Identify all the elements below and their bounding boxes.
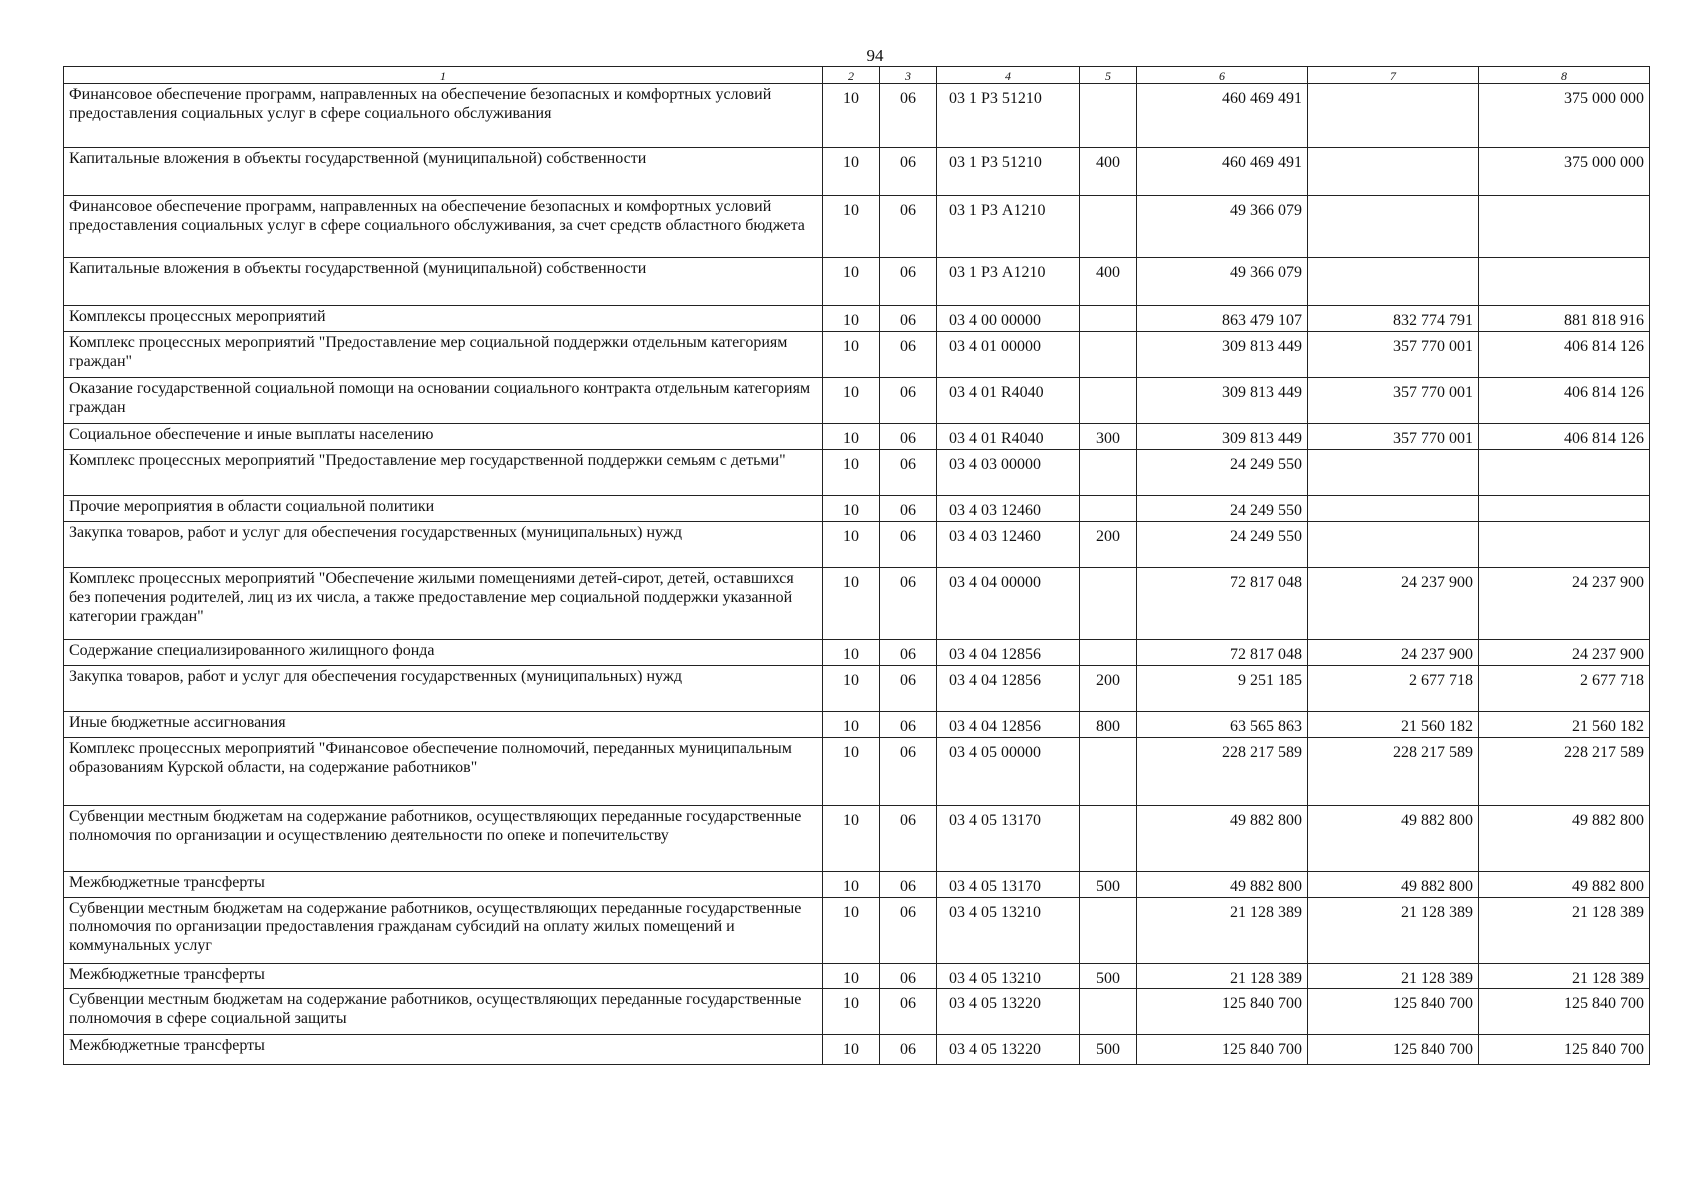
row-name-cell: Межбюджетные трансферты [64,963,823,989]
subsection-code-cell: 06 [880,963,937,989]
section-code-cell: 10 [823,989,880,1035]
section-code-cell: 10 [823,737,880,805]
row-name-cell: Оказание государственной социальной помощи на основании социального контракта отдельным категориям граждан [64,378,823,424]
target-article-cell: 03 4 01 00000 [937,332,1080,378]
row-name-cell: Межбюджетные трансферты [64,1035,823,1065]
amount-col6-cell: 49 882 800 [1137,871,1308,897]
amount-col8-cell: 21 128 389 [1479,897,1650,963]
row-name-cell: Субвенции местным бюджетам на содержание работников, осуществляющих переданные государственные полномочия по организации предоставления гражданам субсидий на оплату жилых помещений и коммунальных услуг [64,897,823,963]
amount-col6-cell: 72 817 048 [1137,567,1308,639]
amount-col7-cell: 228 217 589 [1308,737,1479,805]
section-code-cell: 10 [823,332,880,378]
target-article-cell: 03 4 03 12460 [937,496,1080,522]
table-row [64,805,1650,871]
amount-col6-cell: 460 469 491 [1137,148,1308,196]
table-row [64,989,1650,1035]
row-name-cell: Межбюджетные трансферты [64,871,823,897]
expense-type-cell: 400 [1080,258,1137,306]
amount-col6-cell: 460 469 491 [1137,84,1308,148]
amount-col7-cell: 24 237 900 [1308,639,1479,665]
section-code-cell: 10 [823,148,880,196]
amount-col6-cell: 309 813 449 [1137,332,1308,378]
target-article-cell: 03 4 04 12856 [937,639,1080,665]
subsection-code-cell: 06 [880,84,937,148]
amount-col6-cell: 24 249 550 [1137,496,1308,522]
expense-type-cell [1080,378,1137,424]
expense-type-cell [1080,496,1137,522]
expense-type-cell: 400 [1080,148,1137,196]
amount-col6-cell: 63 565 863 [1137,711,1308,737]
amount-col6-cell: 863 479 107 [1137,306,1308,332]
section-code-cell: 10 [823,306,880,332]
subsection-code-cell: 06 [880,711,937,737]
subsection-code-cell: 06 [880,805,937,871]
expense-type-cell [1080,897,1137,963]
amount-col7-cell [1308,521,1479,567]
amount-col8-cell: 375 000 000 [1479,148,1650,196]
header-cell: 3 [880,67,937,84]
target-article-cell: 03 4 04 12856 [937,711,1080,737]
row-name-cell: Комплексы процессных мероприятий [64,306,823,332]
amount-col8-cell: 125 840 700 [1479,989,1650,1035]
amount-col8-cell: 125 840 700 [1479,1035,1650,1065]
amount-col8-cell [1479,196,1650,258]
expense-type-cell: 800 [1080,711,1137,737]
target-article-cell: 03 4 05 13170 [937,805,1080,871]
table-row [64,332,1650,378]
expense-type-cell [1080,306,1137,332]
target-article-cell: 03 4 05 13220 [937,1035,1080,1065]
section-code-cell: 10 [823,521,880,567]
subsection-code-cell: 06 [880,737,937,805]
section-code-cell: 10 [823,258,880,306]
table-row [64,711,1650,737]
section-code-cell: 10 [823,897,880,963]
amount-col7-cell: 21 560 182 [1308,711,1479,737]
amount-col7-cell: 49 882 800 [1308,805,1479,871]
expense-type-cell: 500 [1080,1035,1137,1065]
expense-type-cell [1080,450,1137,496]
row-name-cell: Субвенции местным бюджетам на содержание работников, осуществляющих переданные государственные полномочия в сфере социальной защиты [64,989,823,1035]
amount-col6-cell: 125 840 700 [1137,1035,1308,1065]
subsection-code-cell: 06 [880,332,937,378]
subsection-code-cell: 06 [880,567,937,639]
target-article-cell: 03 4 05 00000 [937,737,1080,805]
amount-col6-cell: 24 249 550 [1137,521,1308,567]
section-code-cell: 10 [823,496,880,522]
target-article-cell: 03 4 05 13170 [937,871,1080,897]
amount-col7-cell: 125 840 700 [1308,1035,1479,1065]
amount-col7-cell: 125 840 700 [1308,989,1479,1035]
subsection-code-cell: 06 [880,871,937,897]
amount-col6-cell: 125 840 700 [1137,989,1308,1035]
amount-col8-cell [1479,258,1650,306]
amount-col7-cell: 21 128 389 [1308,897,1479,963]
amount-col8-cell: 24 237 900 [1479,567,1650,639]
table-row [64,737,1650,805]
amount-col6-cell: 49 882 800 [1137,805,1308,871]
table-row [64,496,1650,522]
target-article-cell: 03 4 01 R4040 [937,378,1080,424]
amount-col6-cell: 309 813 449 [1137,378,1308,424]
amount-col7-cell: 357 770 001 [1308,424,1479,450]
subsection-code-cell: 06 [880,897,937,963]
amount-col7-cell [1308,148,1479,196]
subsection-code-cell: 06 [880,665,937,711]
row-name-cell: Финансовое обеспечение программ, направленных на обеспечение безопасных и комфортных условий предоставления социальных услуг в сфере социального обслуживания, за счет средств областного бюджета [64,196,823,258]
row-name-cell: Закупка товаров, работ и услуг для обеспечения государственных (муниципальных) нужд [64,665,823,711]
target-article-cell: 03 1 Р3 51210 [937,84,1080,148]
amount-col7-cell: 832 774 791 [1308,306,1479,332]
amount-col8-cell: 406 814 126 [1479,378,1650,424]
amount-col8-cell: 21 128 389 [1479,963,1650,989]
row-name-cell: Комплекс процессных мероприятий "Обеспечение жилыми помещениями детей-сирот, детей, оставшихся без попечения родителей, лиц из их числа, а также предоставление мер социальной поддержки указанной категории граждан" [64,567,823,639]
amount-col7-cell: 21 128 389 [1308,963,1479,989]
amount-col6-cell: 21 128 389 [1137,963,1308,989]
expense-type-cell: 200 [1080,665,1137,711]
amount-col8-cell [1479,450,1650,496]
amount-col8-cell [1479,496,1650,522]
section-code-cell: 10 [823,711,880,737]
subsection-code-cell: 06 [880,1035,937,1065]
section-code-cell: 10 [823,567,880,639]
budget-table [63,66,1650,1065]
row-name-cell: Содержание специализированного жилищного фонда [64,639,823,665]
amount-col8-cell [1479,521,1650,567]
section-code-cell: 10 [823,805,880,871]
table-row [64,148,1650,196]
table-row [64,424,1650,450]
expense-type-cell: 500 [1080,963,1137,989]
row-name-cell: Комплекс процессных мероприятий "Предоставление мер социальной поддержки отдельным категориям граждан" [64,332,823,378]
table-row [64,196,1650,258]
row-name-cell: Капитальные вложения в объекты государственной (муниципальной) собственности [64,258,823,306]
target-article-cell: 03 4 04 12856 [937,665,1080,711]
row-name-cell: Субвенции местным бюджетам на содержание работников, осуществляющих переданные государственные полномочия по организации и осуществлению деятельности по опеке и попечительству [64,805,823,871]
amount-col6-cell: 21 128 389 [1137,897,1308,963]
amount-col6-cell: 228 217 589 [1137,737,1308,805]
amount-col8-cell: 375 000 000 [1479,84,1650,148]
amount-col8-cell: 881 818 916 [1479,306,1650,332]
expense-type-cell: 500 [1080,871,1137,897]
target-article-cell: 03 4 04 00000 [937,567,1080,639]
table-row [64,450,1650,496]
table-row [64,963,1650,989]
target-article-cell: 03 4 01 R4040 [937,424,1080,450]
target-article-cell: 03 1 Р3 А1210 [937,258,1080,306]
amount-col6-cell: 9 251 185 [1137,665,1308,711]
table-row [64,897,1650,963]
amount-col8-cell: 49 882 800 [1479,871,1650,897]
amount-col8-cell: 406 814 126 [1479,424,1650,450]
subsection-code-cell: 06 [880,424,937,450]
table-row [64,567,1650,639]
subsection-code-cell: 06 [880,148,937,196]
amount-col6-cell: 49 366 079 [1137,196,1308,258]
target-article-cell: 03 4 03 12460 [937,521,1080,567]
expense-type-cell [1080,332,1137,378]
amount-col8-cell: 24 237 900 [1479,639,1650,665]
subsection-code-cell: 06 [880,521,937,567]
amount-col8-cell: 49 882 800 [1479,805,1650,871]
row-name-cell: Капитальные вложения в объекты государственной (муниципальной) собственности [64,148,823,196]
subsection-code-cell: 06 [880,196,937,258]
subsection-code-cell: 06 [880,450,937,496]
row-name-cell: Финансовое обеспечение программ, направленных на обеспечение безопасных и комфортных условий предоставления социальных услуг в сфере социального обслуживания [64,84,823,148]
expense-type-cell: 200 [1080,521,1137,567]
header-cell: 2 [823,67,880,84]
header-cell: 7 [1308,67,1479,84]
row-name-cell: Закупка товаров, работ и услуг для обеспечения государственных (муниципальных) нужд [64,521,823,567]
section-code-cell: 10 [823,963,880,989]
amount-col8-cell: 21 560 182 [1479,711,1650,737]
amount-col7-cell: 24 237 900 [1308,567,1479,639]
target-article-cell: 03 1 Р3 51210 [937,148,1080,196]
table-row [64,258,1650,306]
section-code-cell: 10 [823,378,880,424]
row-name-cell: Прочие мероприятия в области социальной политики [64,496,823,522]
amount-col7-cell [1308,196,1479,258]
table-row [64,639,1650,665]
amount-col6-cell: 49 366 079 [1137,258,1308,306]
amount-col6-cell: 309 813 449 [1137,424,1308,450]
table-row [64,84,1650,148]
amount-col7-cell [1308,84,1479,148]
amount-col7-cell [1308,450,1479,496]
target-article-cell: 03 4 03 00000 [937,450,1080,496]
expense-type-cell [1080,196,1137,258]
target-article-cell: 03 4 05 13210 [937,897,1080,963]
amount-col7-cell: 2 677 718 [1308,665,1479,711]
subsection-code-cell: 06 [880,989,937,1035]
section-code-cell: 10 [823,639,880,665]
subsection-code-cell: 06 [880,258,937,306]
header-cell: 6 [1137,67,1308,84]
section-code-cell: 10 [823,871,880,897]
subsection-code-cell: 06 [880,496,937,522]
amount-col8-cell: 406 814 126 [1479,332,1650,378]
table-row [64,871,1650,897]
target-article-cell: 03 4 05 13220 [937,989,1080,1035]
expense-type-cell [1080,989,1137,1035]
header-cell: 5 [1080,67,1137,84]
section-code-cell: 10 [823,665,880,711]
table-row [64,1035,1650,1065]
expense-type-cell: 300 [1080,424,1137,450]
header-cell: 8 [1479,67,1650,84]
target-article-cell: 03 4 05 13210 [937,963,1080,989]
section-code-cell: 10 [823,424,880,450]
expense-type-cell [1080,805,1137,871]
section-code-cell: 10 [823,196,880,258]
section-code-cell: 10 [823,450,880,496]
amount-col6-cell: 72 817 048 [1137,639,1308,665]
amount-col7-cell [1308,496,1479,522]
expense-type-cell [1080,639,1137,665]
amount-col7-cell: 357 770 001 [1308,378,1479,424]
amount-col8-cell: 228 217 589 [1479,737,1650,805]
section-code-cell: 10 [823,84,880,148]
subsection-code-cell: 06 [880,306,937,332]
table-row [64,306,1650,332]
amount-col6-cell: 24 249 550 [1137,450,1308,496]
page-number: 94 [866,46,884,65]
column-number-row [64,67,1650,84]
amount-col7-cell [1308,258,1479,306]
amount-col8-cell: 2 677 718 [1479,665,1650,711]
expense-type-cell [1080,84,1137,148]
subsection-code-cell: 06 [880,378,937,424]
section-code-cell: 10 [823,1035,880,1065]
subsection-code-cell: 06 [880,639,937,665]
amount-col7-cell: 49 882 800 [1308,871,1479,897]
row-name-cell: Комплекс процессных мероприятий "Предоставление мер государственной поддержки семьям с детьми" [64,450,823,496]
target-article-cell: 03 4 00 00000 [937,306,1080,332]
table-row [64,665,1650,711]
row-name-cell: Иные бюджетные ассигнования [64,711,823,737]
table-row [64,378,1650,424]
amount-col7-cell: 357 770 001 [1308,332,1479,378]
table-row [64,521,1650,567]
target-article-cell: 03 1 Р3 А1210 [937,196,1080,258]
row-name-cell: Социальное обеспечение и иные выплаты населению [64,424,823,450]
header-cell: 4 [937,67,1080,84]
expense-type-cell [1080,567,1137,639]
row-name-cell: Комплекс процессных мероприятий "Финансовое обеспечение полномочий, переданных муниципальным образованиям Курской области, на содержание работников" [64,737,823,805]
expense-type-cell [1080,737,1137,805]
header-cell: 1 [64,67,823,84]
